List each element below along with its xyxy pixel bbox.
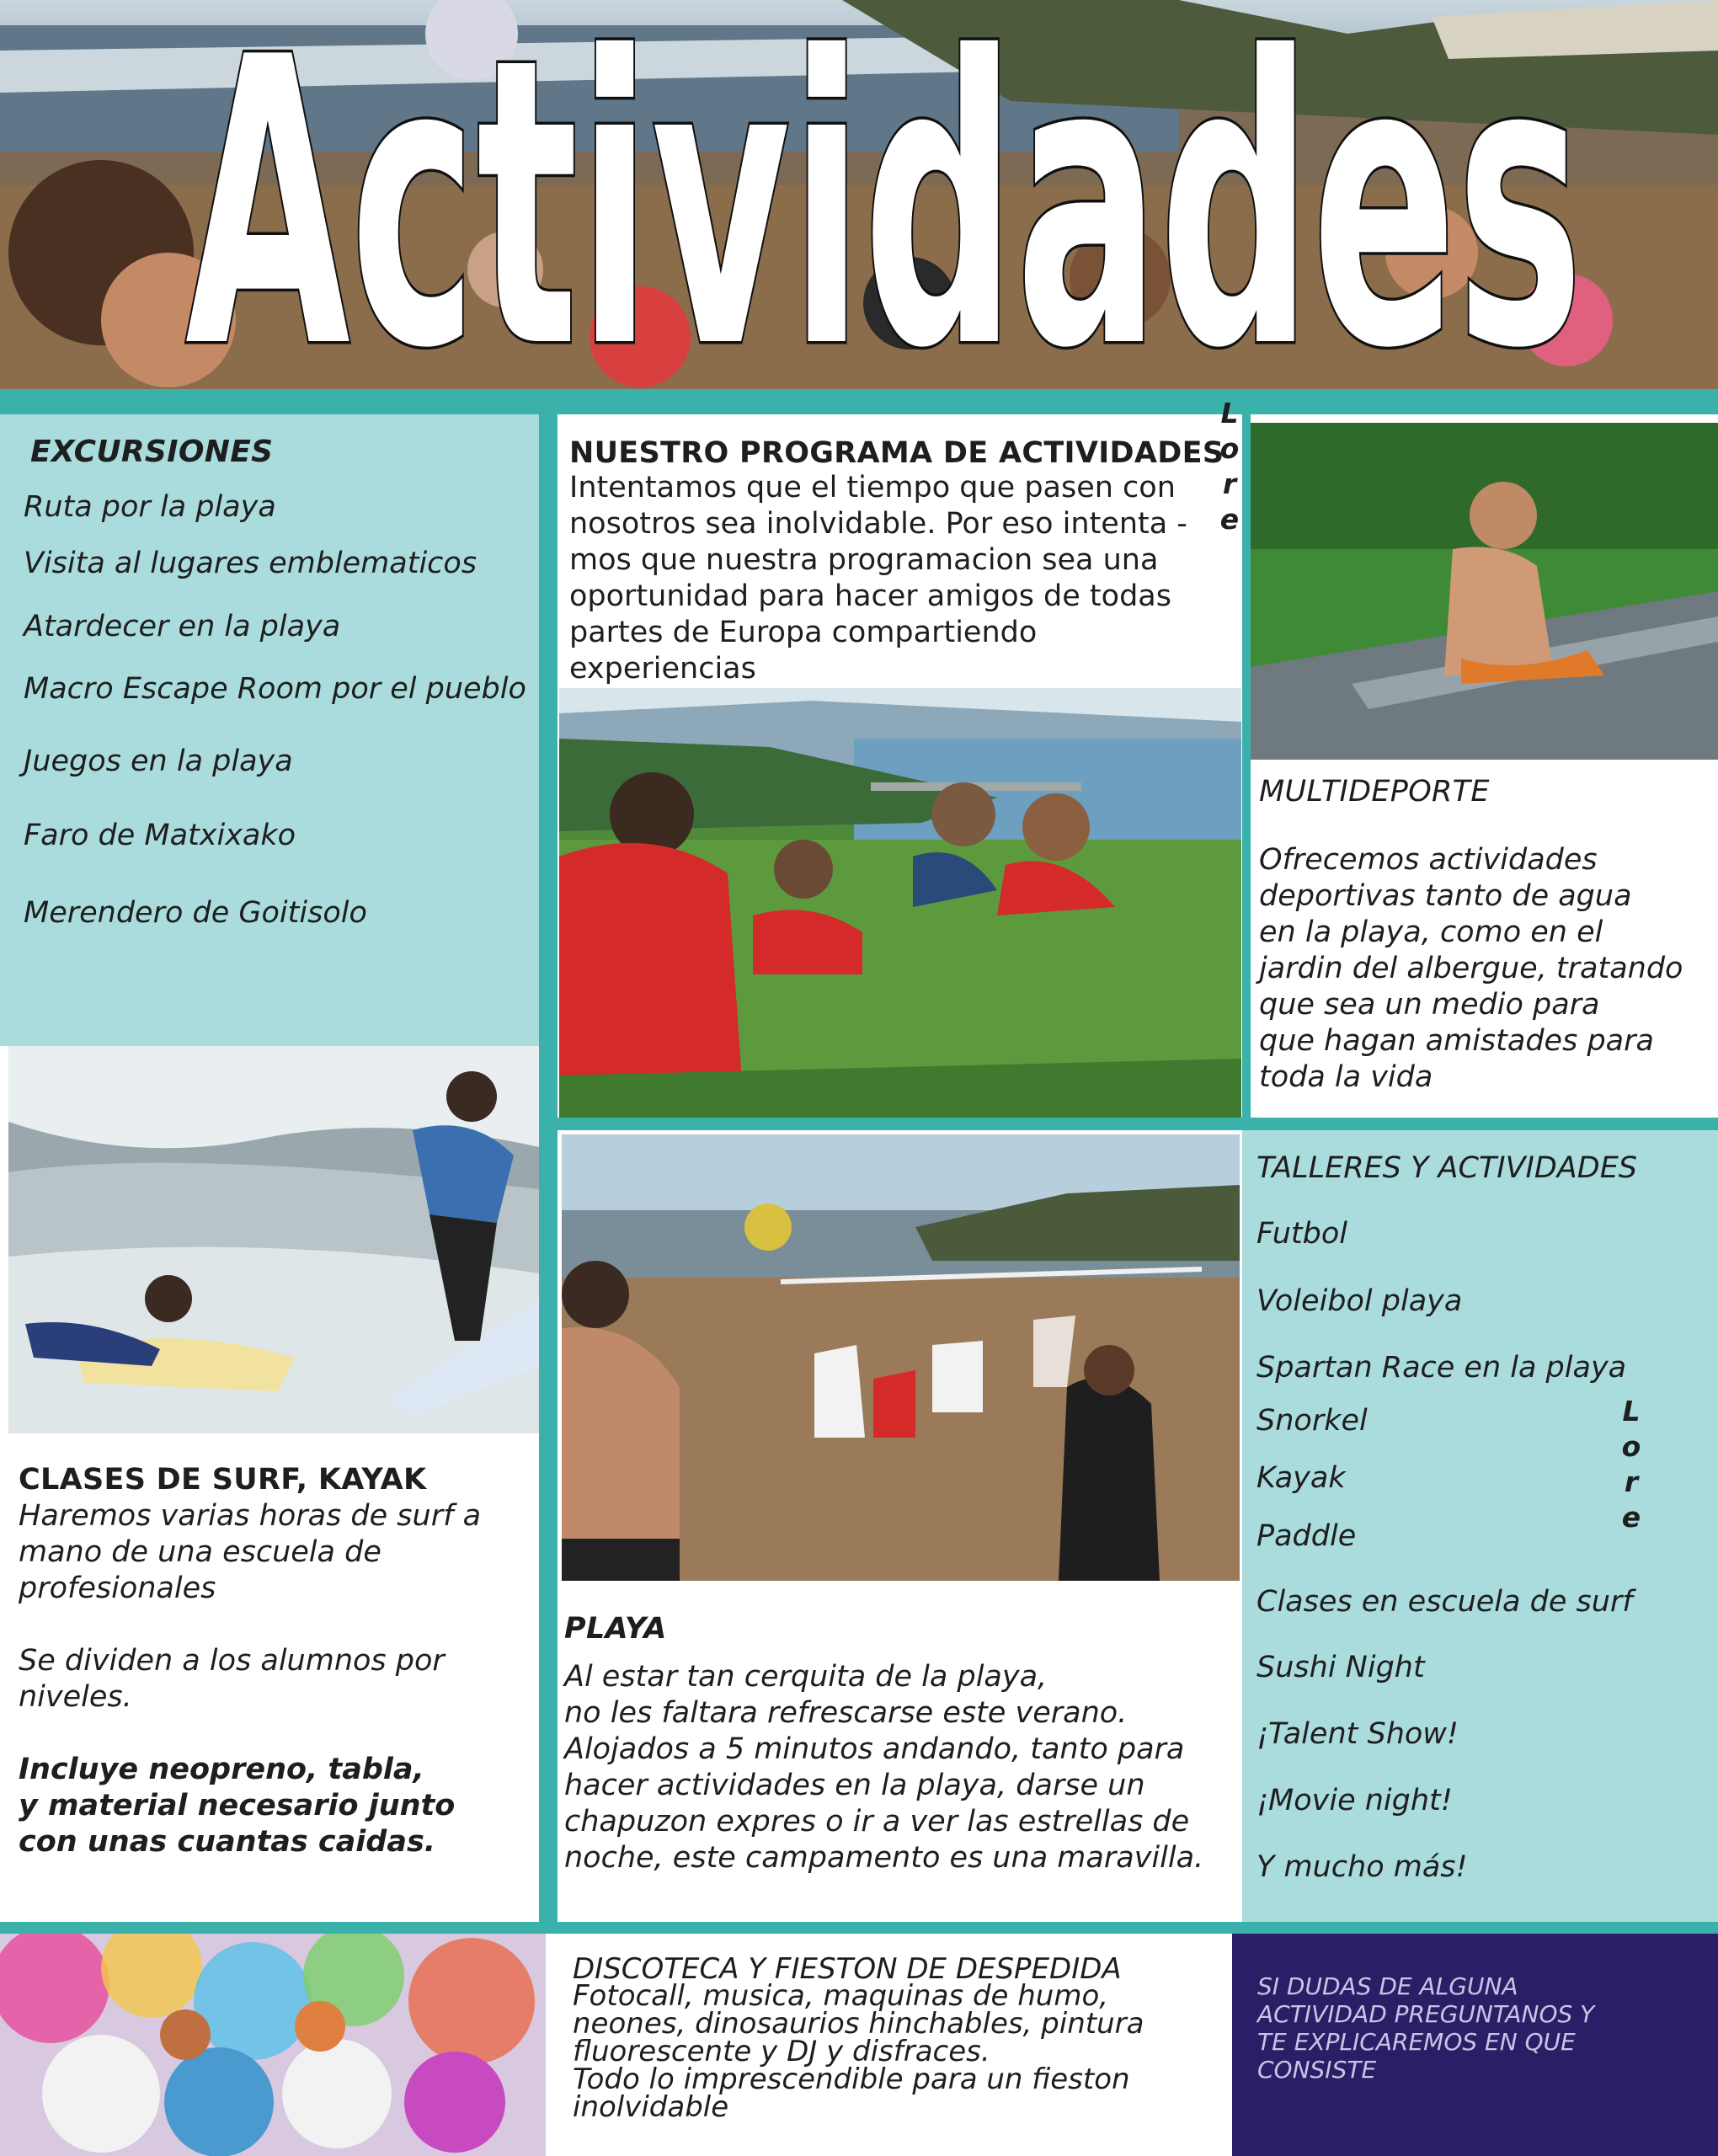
signature-letter: o: [1219, 432, 1240, 465]
discoteca-heading: DISCOTECA Y FIESTON DE DESPEDIDA: [573, 1952, 1122, 1986]
taller-item: Paddle: [1256, 1519, 1357, 1553]
page-title: [168, 0, 1600, 435]
programa-heading: NUESTRO PROGRAMA DE ACTIVIDADES: [569, 436, 1224, 470]
multideporte-line: que hagan amistades para: [1259, 1024, 1654, 1058]
discoteca-line: Fotocall, musica, maquinas de humo,: [573, 1979, 1109, 2013]
surf-panel: [0, 1046, 539, 1922]
programa-line: Intentamos que el tiempo que pasen con: [569, 471, 1176, 504]
taller-item: ¡Movie night!: [1256, 1784, 1453, 1817]
signature-mid: [1614, 1394, 1648, 1535]
taller-item: Sushi Night: [1256, 1651, 1425, 1684]
signature-letter: r: [1222, 467, 1237, 500]
playa-line: Al estar tan cerquita de la playa,: [564, 1660, 1048, 1694]
taller-item: ¡Talent Show!: [1256, 1717, 1459, 1751]
surf-line: con unas cuantas caidas.: [19, 1825, 436, 1859]
row-divider: [558, 1118, 1718, 1130]
programa-meadow-photo: [559, 688, 1241, 1118]
discoteca-line: neones, dinosaurios hinchables, pintura: [573, 2007, 1144, 2041]
playa-line: chapuzon expres o ir a ver las estrellas de: [564, 1805, 1190, 1838]
signature-letter: e: [1621, 1501, 1641, 1534]
discoteca-line: Todo lo imprescendible para un fieston: [573, 2063, 1130, 2096]
discoteca-line: fluorescente y DJ y disfraces.: [573, 2035, 990, 2068]
surf-photo: [8, 1046, 539, 1433]
surf-line: Se dividen a los alumnos por: [19, 1644, 445, 1678]
taller-item: Clases en escuela de surf: [1256, 1585, 1633, 1619]
excursion-item: Ruta por la playa: [24, 490, 276, 524]
dudas-line: TE EXPLICAREMOS EN QUE: [1257, 2028, 1576, 2056]
playa-heading: PLAYA: [564, 1612, 667, 1646]
color-party-photo: [0, 1934, 546, 2156]
surf-heading: CLASES DE SURF, KAYAK: [19, 1463, 427, 1497]
row-divider: [0, 1922, 1718, 1934]
programa-line: mos que nuestra programacion sea una: [569, 543, 1159, 577]
surf-line: Haremos varias horas de surf a: [19, 1499, 482, 1533]
surf-text: [19, 1498, 532, 1860]
programa-line: nosotros sea inolvidable. Por eso intenta -: [569, 507, 1187, 541]
taller-item: Futbol: [1256, 1217, 1347, 1251]
page-title-text: Actividades: [185, 0, 1583, 435]
taller-item: Y mucho más!: [1256, 1850, 1468, 1884]
discoteca-panel: [546, 1934, 1232, 2156]
programa-line: experiencias: [569, 652, 756, 686]
signature-letter: e: [1219, 503, 1240, 536]
surf-line: profesionales: [19, 1572, 216, 1605]
multideporte-panel: [1251, 414, 1718, 1118]
multideporte-line: deportivas tanto de agua: [1259, 879, 1632, 913]
dudas-text: [1257, 1972, 1712, 2084]
taller-item: Snorkel: [1256, 1404, 1368, 1438]
excursion-item: Juegos en la playa: [24, 744, 293, 778]
surf-line: niveles.: [19, 1680, 132, 1714]
excursion-item: Atardecer en la playa: [24, 610, 341, 643]
programa-line: oportunidad para hacer amigos de todas: [569, 579, 1171, 613]
signature-letter: r: [1624, 1465, 1639, 1498]
excursion-item: Faro de Matxixako: [24, 819, 296, 852]
column-divider: [539, 414, 558, 1922]
playa-line: noche, este campamento es una maravilla.: [564, 1841, 1204, 1875]
multideporte-line: jardin del albergue, tratando: [1259, 952, 1683, 985]
excursiones-heading: EXCURSIONES: [30, 435, 274, 469]
multideporte-heading: MULTIDEPORTE: [1259, 775, 1490, 808]
discoteca-text: [573, 1979, 1230, 2124]
dudas-line: ACTIVIDAD PREGUNTANOS Y: [1257, 2000, 1595, 2028]
taller-item: Spartan Race en la playa: [1256, 1351, 1627, 1385]
signature-letter: L: [1220, 397, 1239, 430]
dudas-line: CONSISTE: [1257, 2056, 1377, 2084]
dudas-panel: [1232, 1934, 1718, 2156]
multideporte-line: en la playa, como en el: [1259, 915, 1603, 949]
surf-line: Incluye neopreno, tabla,: [19, 1753, 424, 1786]
dudas-line: SI DUDAS DE ALGUNA: [1257, 1972, 1518, 2000]
signature-top: [1213, 396, 1246, 537]
excursion-item: Macro Escape Room por el pueblo: [24, 672, 526, 706]
programa-text: [569, 470, 1226, 687]
signature-letter: o: [1621, 1430, 1641, 1463]
surf-line: y material necesario junto: [19, 1789, 456, 1822]
beach-volleyball-photo: [562, 1134, 1240, 1581]
signature-letter: L: [1622, 1395, 1641, 1428]
programa-panel: [558, 414, 1242, 1118]
taller-item: Voleibol playa: [1256, 1284, 1463, 1318]
excursion-item: Visita al lugares emblematicos: [24, 547, 478, 580]
talleres-heading: TALLERES Y ACTIVIDADES: [1256, 1151, 1638, 1185]
excursion-item: Merendero de Goitisolo: [24, 896, 367, 930]
waterslide-photo: [1251, 423, 1718, 760]
playa-line: no les faltara refrescarse este verano.: [564, 1696, 1128, 1730]
playa-panel: [558, 1130, 1242, 1922]
multideporte-line: toda la vida: [1259, 1060, 1433, 1094]
multideporte-line: que sea un medio para: [1259, 988, 1600, 1022]
excursiones-panel: [0, 414, 539, 1046]
playa-line: Alojados a 5 minutos andando, tanto para: [564, 1732, 1185, 1766]
multideporte-text: [1259, 842, 1718, 1096]
playa-line: hacer actividades en la playa, darse un: [564, 1769, 1145, 1802]
programa-line: partes de Europa compartiendo: [569, 616, 1038, 649]
surf-line: mano de una escuela de: [19, 1535, 381, 1569]
discoteca-line: inolvidable: [573, 2090, 729, 2124]
playa-text: [564, 1659, 1242, 1876]
multideporte-line: Ofrecemos actividades: [1259, 843, 1598, 877]
taller-item: Kayak: [1256, 1461, 1346, 1495]
